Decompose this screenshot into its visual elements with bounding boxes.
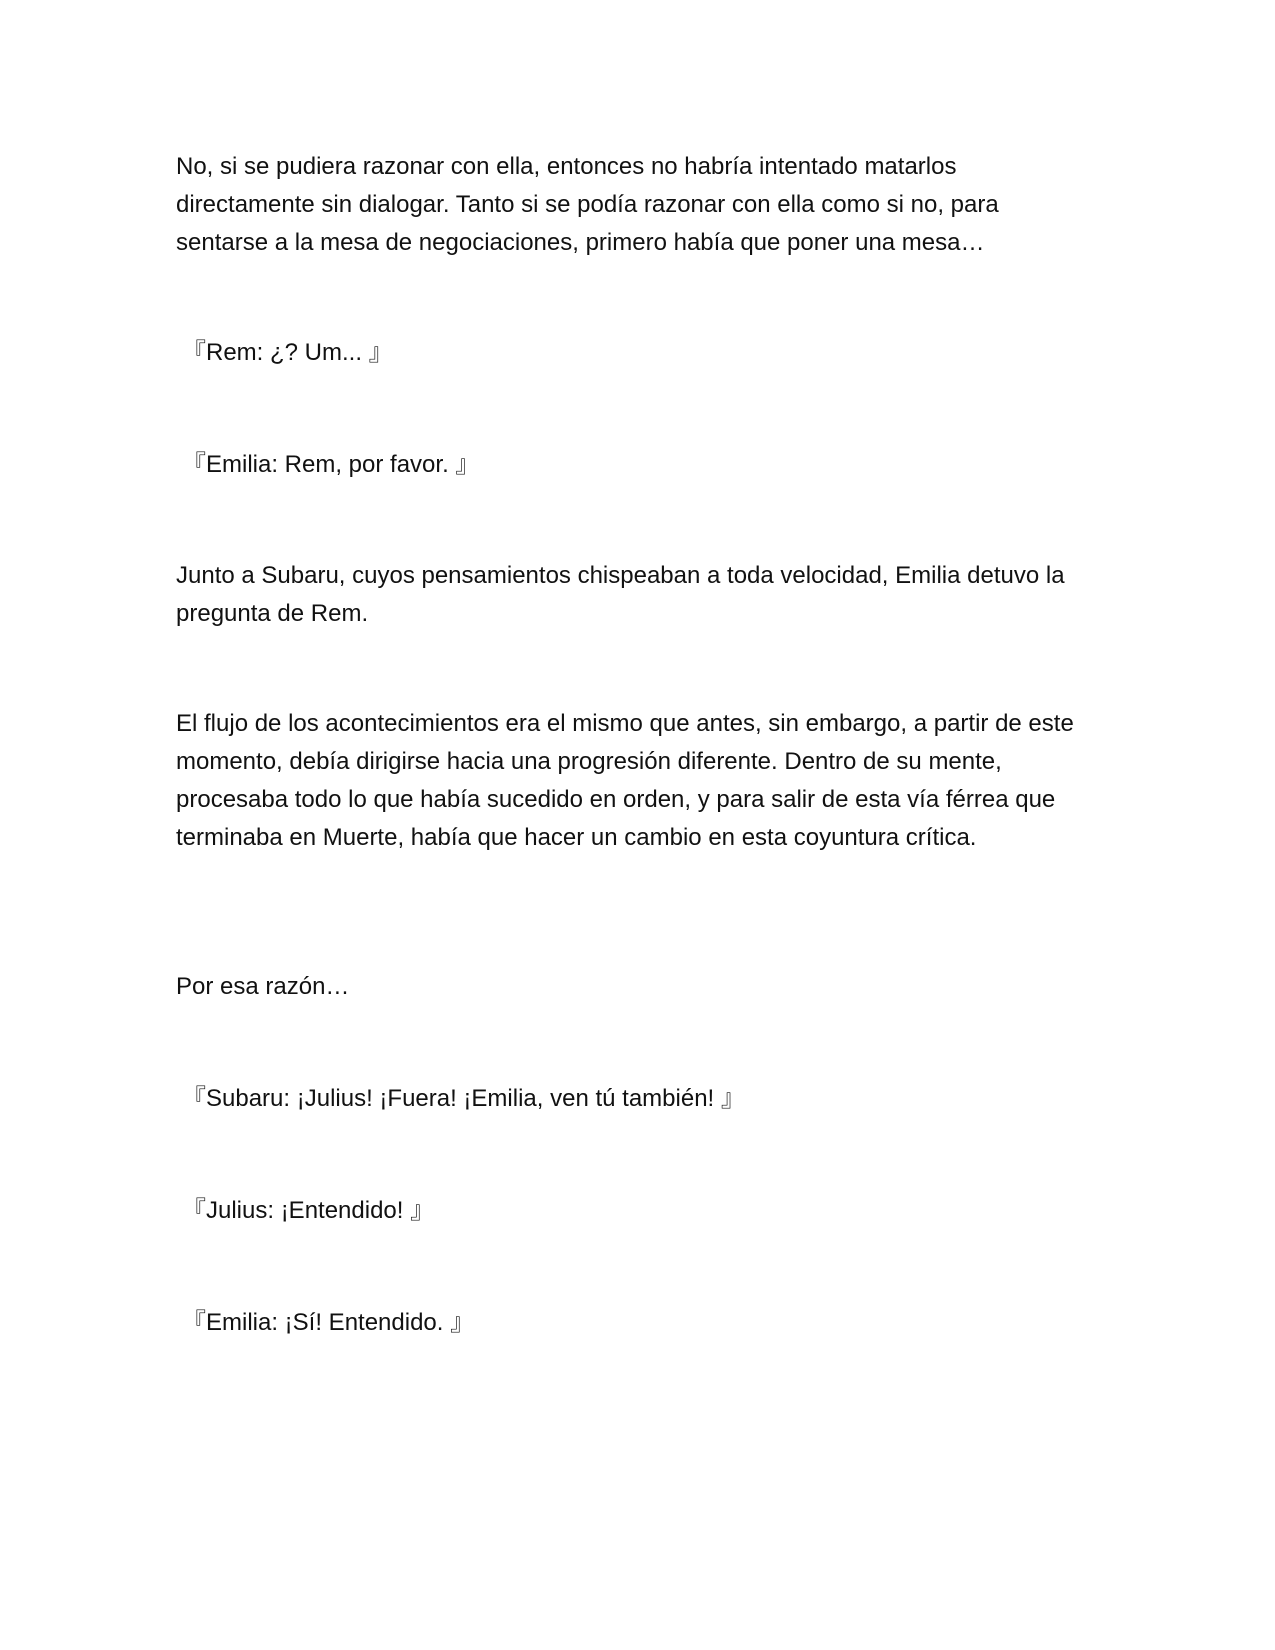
dialogue-emilia-2: 『Emilia: ¡Sí! Entendido. 』 [182, 1309, 475, 1336]
dialogue-subaru: 『Subaru: ¡Julius! ¡Fuera! ¡Emilia, ven tú también! 』 [182, 1085, 745, 1112]
paragraph-2: Junto a Subaru, cuyos pensamientos chispeaban a toda velocidad, Emilia detuvo la pregunta de Rem. [176, 562, 1065, 627]
paragraph-4: Por esa razón… [176, 973, 350, 1000]
paragraph-3: El flujo de los acontecimientos era el mismo que antes, sin embargo, a partir de este momento, debía dirigirse hacia una progresión diferente. Dentro de su mente, procesaba todo lo que había sucedido en orden, y para salir de esta vía férrea que terminaba en Muerte, había que hacer un cambio en esta coyuntura crítica. [176, 710, 1074, 851]
paragraph-1: No, si se pudiera razonar con ella, entonces no habría intentado matarlos directamente sin dialogar. Tanto si se podía razonar con ella como si no, para sentarse a la mesa de negociaciones, primero había que poner una mesa… [176, 153, 999, 256]
dialogue-rem: 『Rem: ¿? Um... 』 [182, 339, 393, 366]
dialogue-emilia-1: 『Emilia: Rem, por favor. 』 [182, 451, 480, 478]
dialogue-julius: 『Julius: ¡Entendido! 』 [182, 1197, 435, 1224]
